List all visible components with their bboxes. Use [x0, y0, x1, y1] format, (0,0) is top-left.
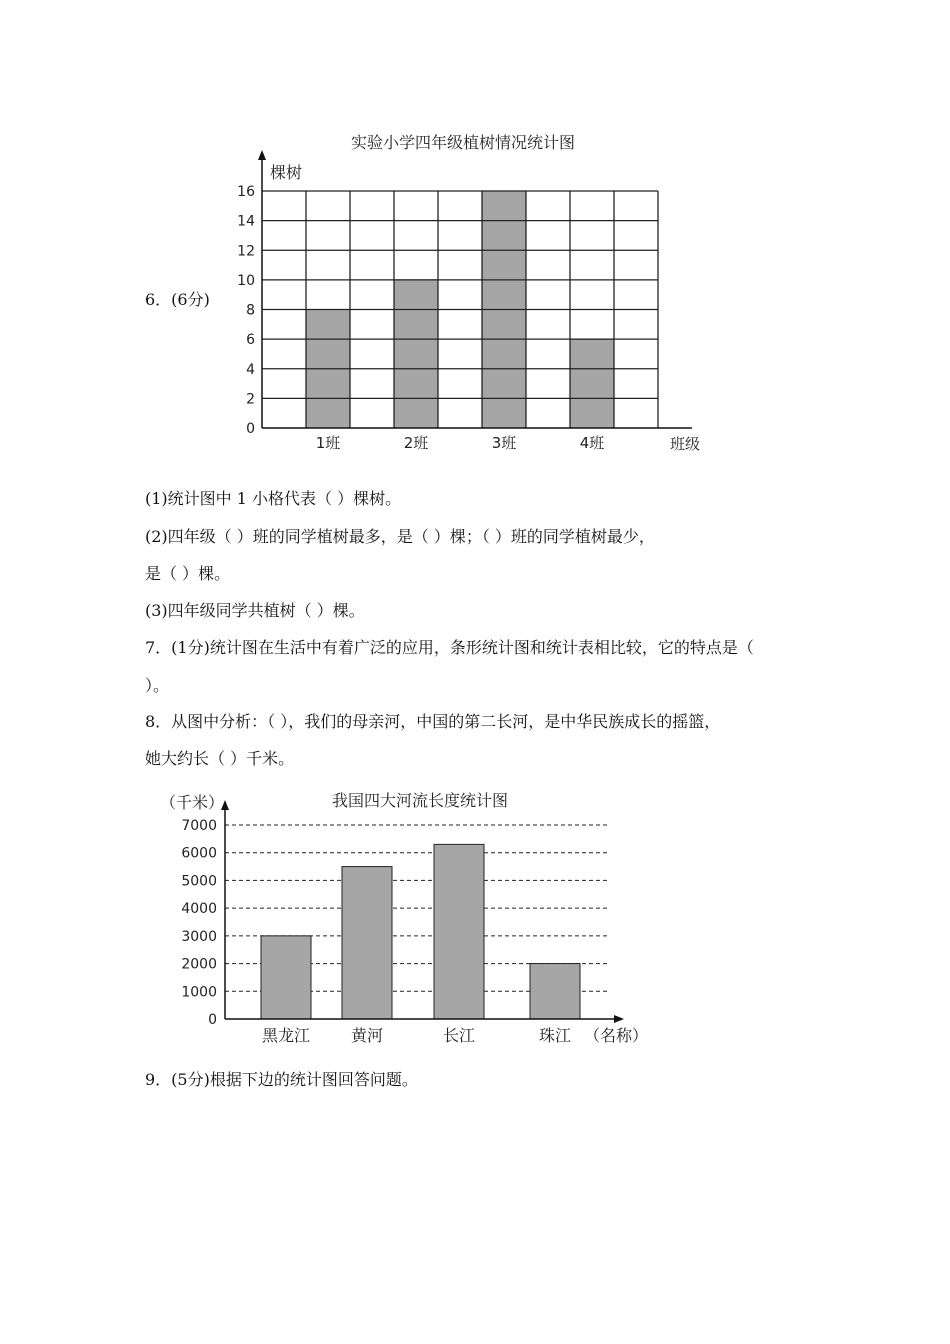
- chart2-category-label: 长江: [442, 1026, 476, 1045]
- q6-number-label: 6．(6分): [145, 290, 210, 309]
- q6-sub1: (1)统计图中 1 小格代表（ ）棵树。: [145, 489, 402, 508]
- chart1-category-label: 4班: [579, 434, 605, 452]
- chart1-ytick-label: 8: [246, 302, 255, 319]
- chart2-ytick-label: 4000: [181, 901, 217, 918]
- chart2-bar-2: [342, 867, 392, 1019]
- q8-line1: 8．从图中分析：（ ），我们的母亲河，中国的第二长河，是中华民族成长的摇篮，: [145, 712, 721, 731]
- chart2-x-axis-arrow: [614, 1015, 624, 1023]
- chart2-ytick-label: 1000: [181, 984, 217, 1001]
- chart1-ytick-label: 2: [246, 391, 255, 408]
- chart1-ytick-label: 0: [246, 421, 255, 437]
- chart2-bar-3: [434, 844, 484, 1019]
- q6-sub3: (3)四年级同学共植树（ ）棵。: [145, 601, 365, 620]
- chart1-title: 实验小学四年级植树情况统计图: [350, 133, 576, 152]
- chart2-title: 我国四大河流长度统计图: [331, 791, 509, 810]
- chart1-bar-2: [394, 280, 438, 428]
- chart1-ytick-label: 4: [246, 361, 255, 378]
- chart2-ytick-label: 6000: [181, 845, 217, 862]
- chart1-ytick-label: 10: [237, 272, 255, 289]
- chart2-category-label: 珠江: [538, 1026, 572, 1045]
- chart1-category-label: 3班: [491, 434, 517, 452]
- chart1-y-axis-arrow: [258, 150, 266, 160]
- chart2-ytick-label: 5000: [181, 873, 217, 890]
- chart2-ytick-label: 0: [208, 1012, 217, 1028]
- q8-line2: 她大约长（ ）千米。: [145, 749, 295, 768]
- chart1-ytick-label: 16: [237, 184, 255, 200]
- chart2-bar-1: [261, 936, 311, 1019]
- chart2-ytick-label: 7000: [181, 818, 217, 834]
- q6-sub2-line1: (2)四年级（ ）班的同学植树最多，是（ ）棵；（ ）班的同学植树最少，: [145, 527, 655, 546]
- tree-planting-chart: [0, 120, 950, 590]
- chart1-ytick-label: 12: [237, 243, 255, 260]
- chart1-y-axis-label: 棵树: [270, 163, 303, 182]
- q9-line1: 9．(5分)根据下边的统计图回答问题。: [145, 1070, 418, 1089]
- chart2-x-axis-label: （名称）: [584, 1026, 649, 1045]
- chart1-category-label: 1班: [315, 434, 341, 452]
- q6-sub2-line2: 是（ ）棵。: [145, 564, 231, 583]
- chart2-ytick-label: 2000: [181, 956, 217, 973]
- chart2-category-label: 黑龙江: [261, 1026, 311, 1045]
- chart1-ytick-label: 14: [237, 213, 255, 230]
- q7-line1: 7．(1分)统计图在生活中有着广泛的应用，条形统计图和统计表相比较，它的特点是（: [145, 638, 754, 657]
- chart1-bar-4: [570, 339, 614, 428]
- chart2-category-label: 黄河: [350, 1026, 384, 1045]
- chart2-y-axis-label: （千米）: [160, 793, 225, 812]
- chart1-x-axis-label: 班级: [670, 435, 701, 453]
- q7-line2: ）。: [145, 676, 170, 695]
- chart2-bar-4: [530, 964, 580, 1019]
- chart2-ytick-label: 3000: [181, 928, 217, 945]
- river-length-chart: [0, 780, 950, 1060]
- chart1-category-label: 2班: [403, 434, 429, 452]
- chart1-ytick-label: 6: [246, 332, 255, 349]
